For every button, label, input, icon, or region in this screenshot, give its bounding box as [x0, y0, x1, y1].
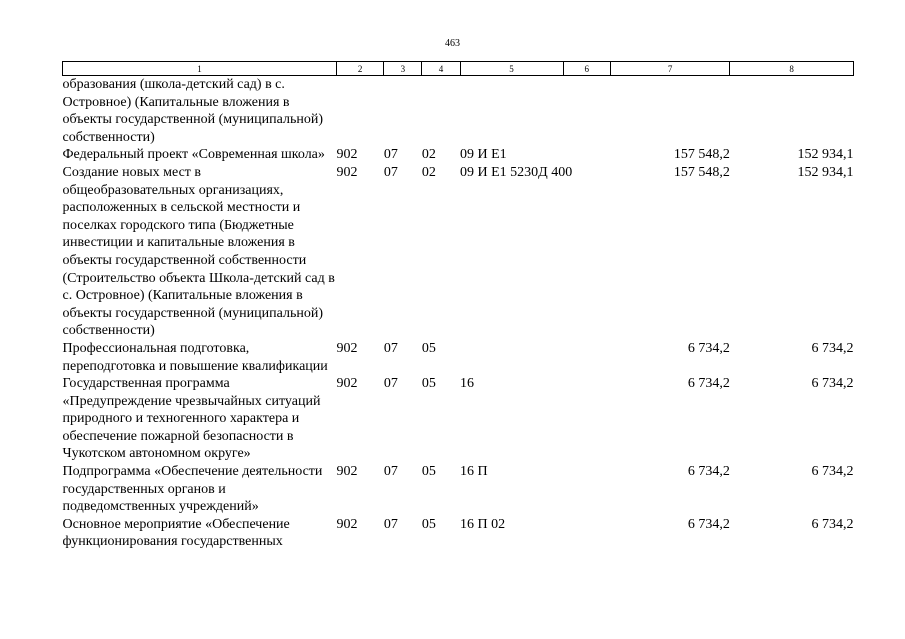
header-col-7: 7	[610, 62, 729, 76]
row-target-article: 09 И Е1 5230Д 400	[460, 164, 573, 180]
row-amount-1: 157 548,2	[673, 164, 730, 180]
row-amount-2	[730, 76, 854, 147]
row-name: Государственная программа «Предупреждение чрезвычайных ситуаций природного и техногенного характера и обеспечение пожарной безопасности в Чукотском автономном округе»	[62, 376, 321, 462]
row-expense-type	[563, 516, 610, 551]
header-row	[63, 62, 854, 76]
page-number: 463	[445, 38, 460, 49]
row-ministry-code: 902	[336, 340, 358, 356]
row-section: 07	[383, 340, 398, 356]
table-row	[63, 463, 854, 516]
header-col-4: 4	[422, 62, 460, 76]
header-col-6: 6	[563, 62, 610, 76]
row-amount-2: 6 734,2	[811, 464, 854, 480]
row-expense-type	[563, 76, 610, 147]
table-row	[63, 516, 854, 551]
row-subsection: 02	[421, 164, 436, 180]
row-subsection: 05	[421, 340, 436, 356]
row-expense-type	[563, 146, 610, 164]
row-subsection: 05	[421, 464, 436, 480]
header-col-3: 3	[384, 62, 422, 76]
header-col-8: 8	[730, 62, 854, 76]
table-row	[63, 164, 854, 340]
header-col-1: 1	[63, 62, 337, 76]
row-ministry-code: 902	[336, 147, 358, 163]
row-subsection: 05	[421, 516, 436, 532]
table-row	[63, 375, 854, 463]
row-name: Подпрограмма «Обеспечение деятельности государственных органов и подведомственных учреждений»	[62, 464, 323, 515]
row-amount-2: 152 934,1	[797, 164, 854, 180]
row-target-article: 16 П	[460, 464, 488, 480]
row-ministry-code: 902	[336, 516, 358, 532]
row-amount-2: 6 734,2	[811, 516, 854, 532]
budget-table	[62, 61, 854, 551]
row-section: 07	[383, 464, 398, 480]
row-amount-1: 6 734,2	[687, 376, 730, 392]
row-amount-1	[610, 76, 729, 147]
row-section: 07	[383, 376, 398, 392]
row-amount-1: 6 734,2	[687, 340, 730, 356]
row-target-article: 09 И Е1	[460, 147, 507, 163]
row-amount-1: 6 734,2	[687, 464, 730, 480]
row-ministry-code: 902	[336, 464, 358, 480]
row-name: Профессиональная подготовка, переподготовка и повышение квалификации	[62, 340, 328, 374]
row-expense-type	[563, 463, 610, 516]
row-amount-1: 157 548,2	[673, 147, 730, 163]
row-subsection	[422, 76, 460, 147]
row-amount-2: 6 734,2	[811, 340, 854, 356]
row-name: Федеральный проект «Современная школа»	[62, 147, 325, 163]
row-subsection: 02	[421, 147, 436, 163]
row-amount-2: 6 734,2	[811, 376, 854, 392]
row-amount-1: 6 734,2	[687, 516, 730, 532]
table-row	[63, 76, 854, 147]
row-section: 07	[383, 164, 398, 180]
row-name: образования (школа-детский сад) в с. Островное) (Капитальные вложения в объекты государственной (муниципальной) собственности)	[62, 77, 323, 145]
row-expense-type	[563, 340, 610, 375]
row-section: 07	[383, 516, 398, 532]
row-ministry-code: 902	[336, 164, 358, 180]
table-row	[63, 340, 854, 375]
row-target-article	[460, 340, 563, 375]
row-ministry-code	[336, 76, 383, 147]
row-target-article: 16 П 02	[460, 516, 506, 532]
row-expense-type	[563, 375, 610, 463]
row-ministry-code: 902	[336, 376, 358, 392]
row-section: 07	[383, 147, 398, 163]
row-target-article	[460, 76, 563, 147]
row-target-article: 16	[460, 376, 475, 392]
row-name: Основное мероприятие «Обеспечение функционирования государственных	[62, 516, 290, 550]
header-col-2: 2	[336, 62, 383, 76]
row-amount-2: 152 934,1	[797, 147, 854, 163]
header-col-5: 5	[460, 62, 563, 76]
row-subsection: 05	[421, 376, 436, 392]
row-name: Создание новых мест в общеобразовательных организациях, расположенных в сельской местности и поселках городского типа (Бюджетные инвестиции и капитальные вложения в объекты государственной собственности (Строительство объекта Школа-детский сад в с. Островное) (Капитальные вложения в объекты государственной (муниципальной) собственности)	[62, 164, 335, 339]
row-expense-type	[563, 164, 610, 340]
table-row	[63, 146, 854, 164]
row-section	[384, 76, 422, 147]
